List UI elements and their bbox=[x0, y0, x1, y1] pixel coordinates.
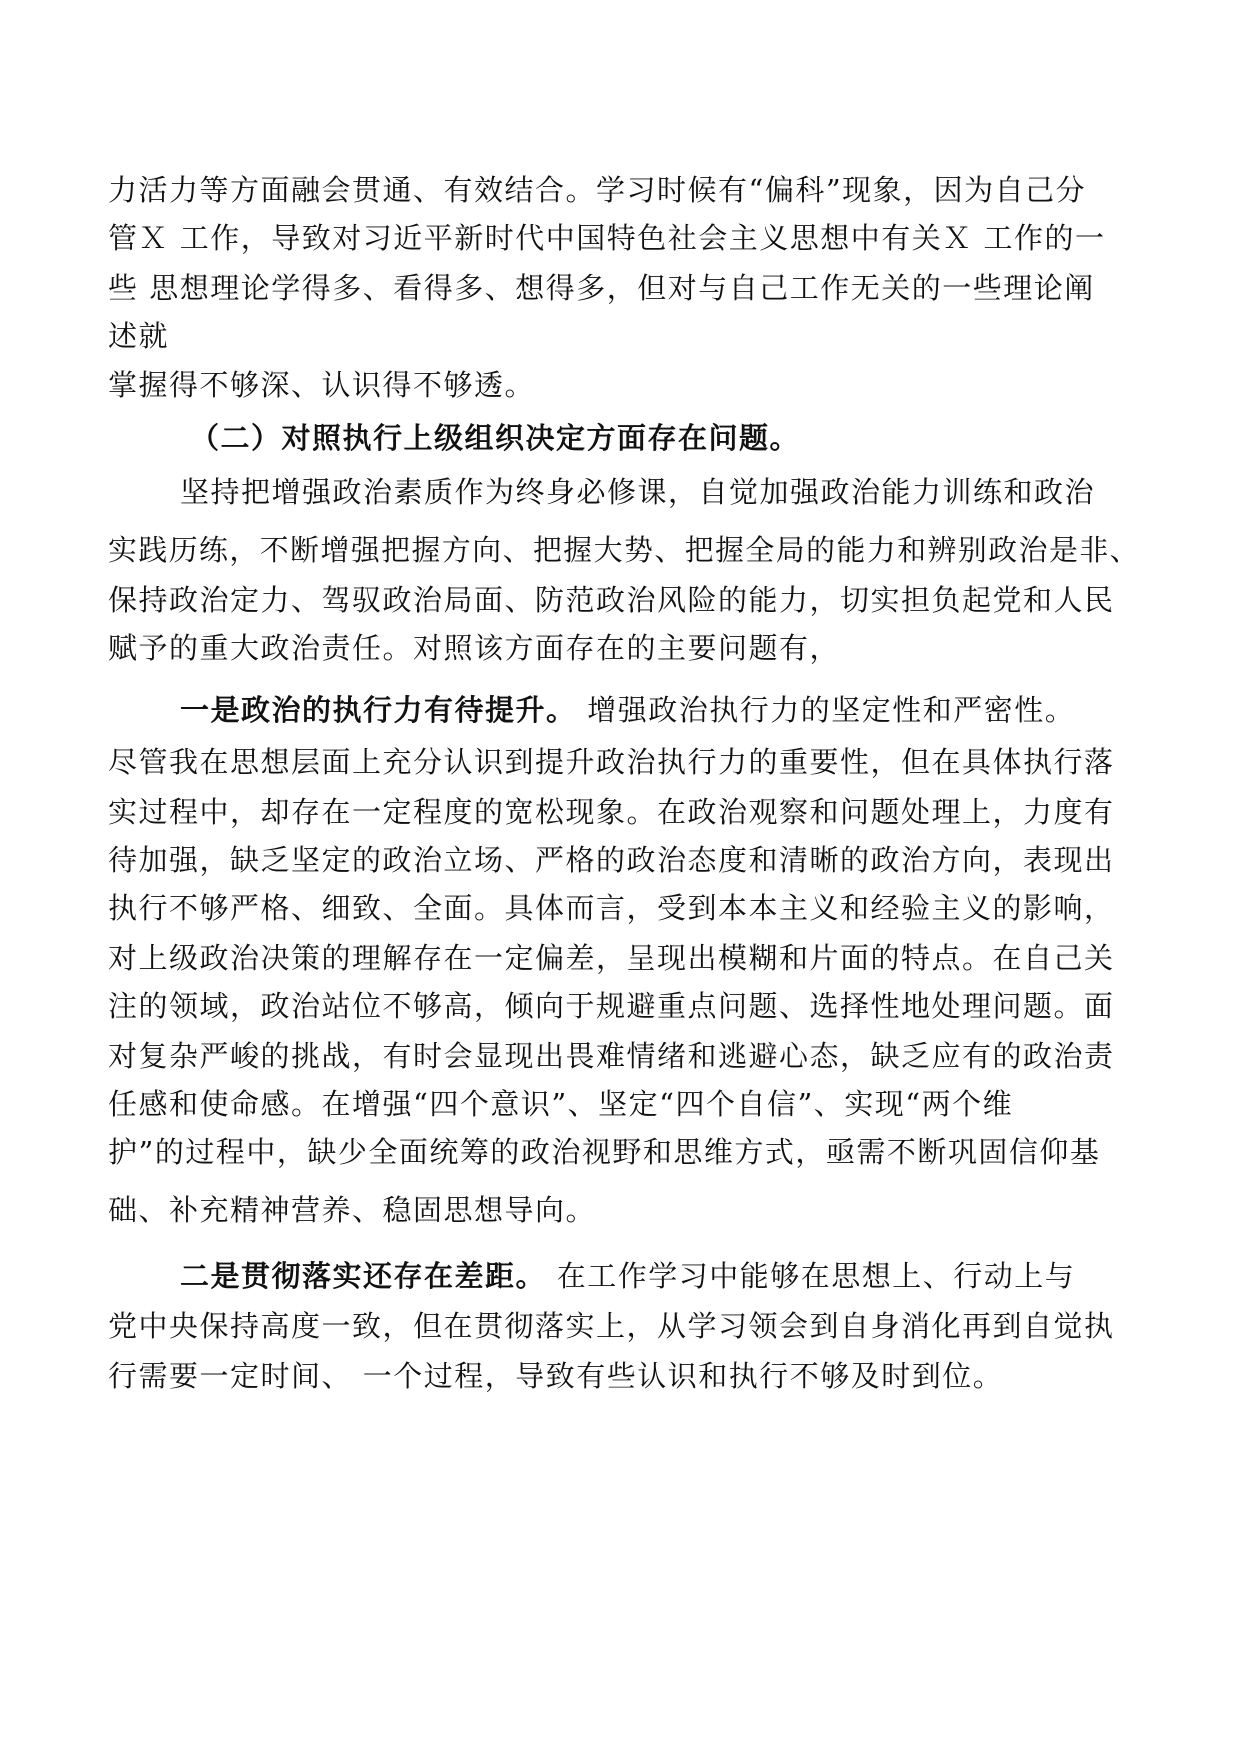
section-heading: （二）对照执行上级组织决定方面存在问题。 bbox=[190, 421, 801, 455]
paragraph-2-line-3: 保持政治定力、驾驭政治局面、防范政治风险的能力，切实担负起党和人民 bbox=[108, 583, 1115, 617]
paragraph-3-line-7: 注的领域，政治站位不够高，倾向于规避重点问题、选择性地处理问题。面 bbox=[108, 989, 1115, 1023]
paragraph-1-line-4: 述就 bbox=[108, 319, 170, 353]
paragraph-3-lead: 一是政治的执行力有待提升。 bbox=[180, 693, 577, 727]
paragraph-3-line-4: 待加强，缺乏坚定的政治立场、严格的政治态度和清晰的政治方向，表现出 bbox=[108, 843, 1115, 877]
paragraph-3-line-6: 对上级政治决策的理解存在一定偏差，呈现出模糊和片面的特点。在自己关 bbox=[108, 941, 1115, 975]
paragraph-3-line-9: 任感和使命感。在增强“四个意识”、坚定“四个自信”、实现“两个维 bbox=[108, 1087, 1014, 1121]
paragraph-2-line-2: 实践历练，不断增强把握方向、把握大势、把握全局的能力和辨别政治是非、 bbox=[108, 533, 1141, 567]
paragraph-3-line-1 bbox=[180, 690, 1075, 730]
paragraph-3-line-10: 护”的过程中，缺少全面统筹的政治视野和思维方式，亟需不断巩固信仰基 bbox=[108, 1135, 1101, 1169]
paragraph-1-line-5: 掌握得不够深、认识得不够透。 bbox=[108, 368, 536, 402]
paragraph-4-line-1 bbox=[180, 1256, 1075, 1296]
paragraph-3-line-11: 础、补充精神营养、稳固思想导向。 bbox=[108, 1193, 597, 1227]
paragraph-3-line-3: 实过程中，却存在一定程度的宽松现象。在政治观察和问题处理上，力度有 bbox=[108, 795, 1115, 829]
paragraph-3-line-1-rest: 增强政治执行力的坚定性和严密性。 bbox=[576, 693, 1076, 727]
paragraph-4-line-2: 党中央保持高度一致，但在贯彻落实上，从学习领会到自身消化再到自觉执 bbox=[108, 1309, 1115, 1343]
paragraph-2-line-4: 赋予的重大政治责任。对照该方面存在的主要问题有， bbox=[108, 631, 841, 665]
paragraph-1-line-3: 些 思想理论学得多、看得多、想得多，但对与自己工作无关的一些理论阐 bbox=[108, 271, 1095, 305]
paragraph-2-line-1: 坚持把增强政治素质作为终身必修课，自觉加强政治能力训练和政治 bbox=[180, 475, 1096, 509]
paragraph-3-line-8: 对复杂严峻的挑战，有时会显现出畏难情绪和逃避心态，缺乏应有的政治责 bbox=[108, 1039, 1115, 1073]
paragraph-1-line-2: 管Ｘ 工作，导致对习近平新时代中国特色社会主义思想中有关Ｘ 工作的一 bbox=[108, 221, 1106, 255]
paragraph-1-line-1: 力活力等方面融会贯通、有效结合。学习时候有“偏科”现象，因为自己分 bbox=[108, 173, 1087, 207]
paragraph-3-line-2: 尽管我在思想层面上充分认识到提升政治执行力的重要性，但在具体执行落 bbox=[108, 745, 1115, 779]
paragraph-3-line-5: 执行不够严格、细致、全面。具体而言，受到本本主义和经验主义的影响， bbox=[108, 891, 1115, 925]
paragraph-4-line-3: 行需要一定时间、 一个过程，导致有些认识和执行不够及时到位。 bbox=[108, 1359, 1004, 1393]
paragraph-4-lead: 二是贯彻落实还存在差距。 bbox=[180, 1259, 547, 1293]
paragraph-4-line-1-rest: 在工作学习中能够在思想上、行动上与 bbox=[546, 1259, 1076, 1293]
